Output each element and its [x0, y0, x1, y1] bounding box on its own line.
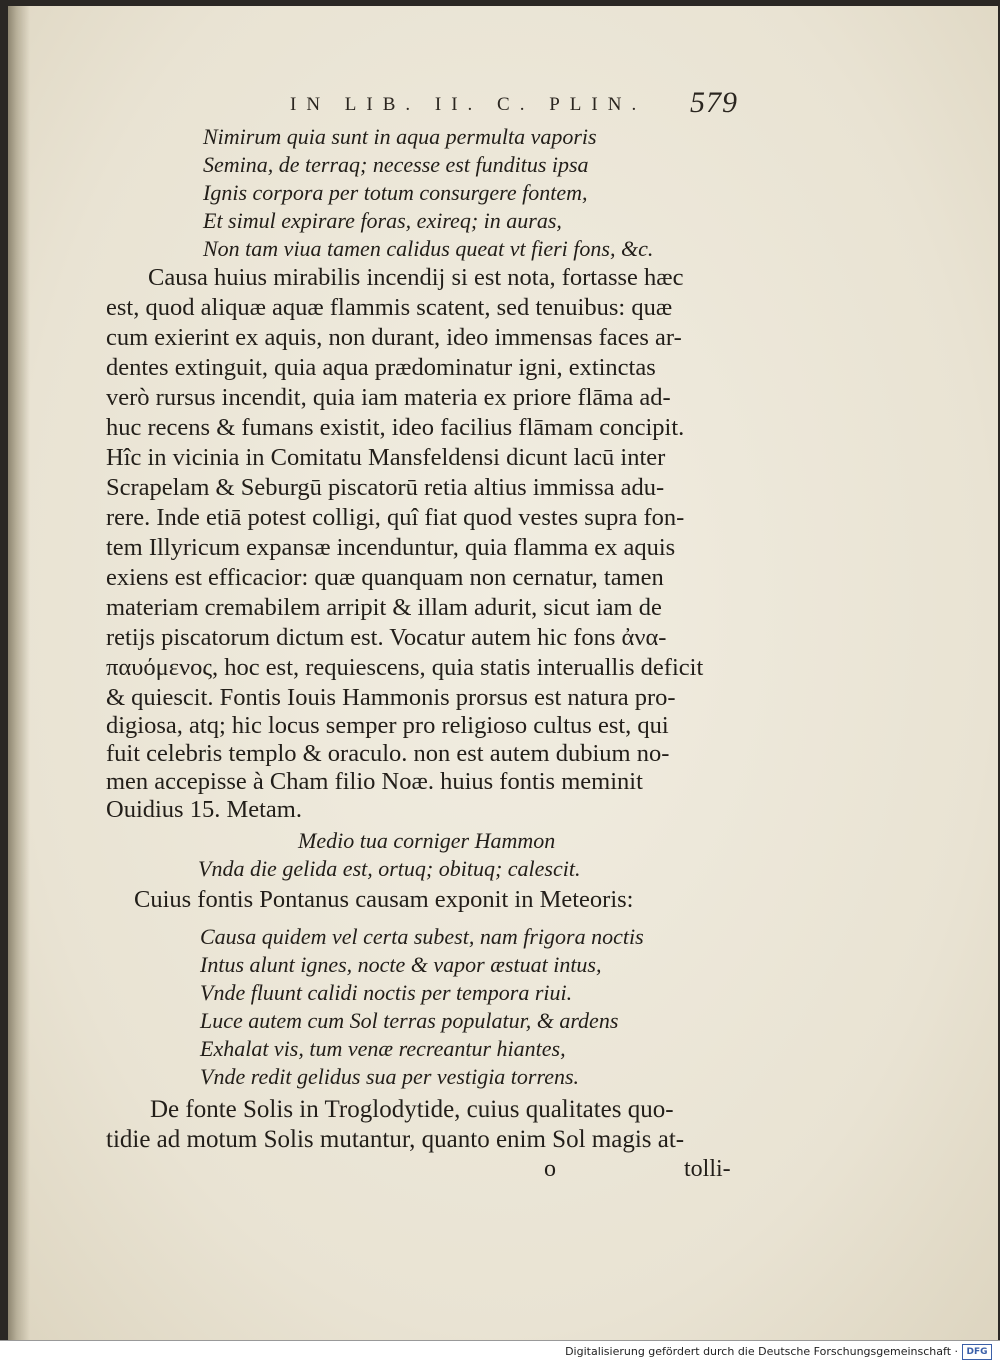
dfg-logo: DFG — [962, 1344, 992, 1360]
page-gutter-shadow — [8, 6, 30, 1340]
paragraph-line: tem Illyricum expansæ incenduntur, quia flamma ex aquis — [106, 534, 676, 561]
paragraph-line: materiam cremabilem arripit & illam adurit, sicut iam de — [106, 594, 662, 621]
verse-line: Luce autem cum Sol terras populatur, & ardens — [200, 1008, 619, 1033]
page-header — [278, 86, 758, 126]
funding-credit: Digitalisierung gefördert durch die Deutsche Forschungsgemeinschaft · — [565, 1345, 958, 1358]
catchword: tolli- — [684, 1156, 731, 1182]
paragraph-line: & quiescit. Fontis Iouis Hammonis prorsus est natura pro- — [106, 684, 676, 711]
paragraph-line: Hîc in vicinia in Comitatu Mansfeldensi dicunt lacū inter — [106, 444, 666, 471]
running-head: IN LIB. II. C. PLIN. — [290, 94, 647, 115]
paragraph-line: rere. Inde etiā potest colligi, quî fiat quod vestes supra fon- — [106, 504, 685, 531]
verse-line: Vnde fluunt calidi noctis per tempora riui. — [200, 980, 573, 1005]
paragraph-line: tidie ad motum Solis mutantur, quanto enim Sol magis at- — [106, 1126, 685, 1153]
paragraph-line: Causa huius mirabilis incendij si est nota, fortasse hæc — [148, 264, 684, 291]
verse-line: Ignis corpora per totum consurgere fontem, — [203, 180, 588, 205]
paragraph-line: retijs piscatorum dictum est. Vocatur autem hic fons ἀνα- — [106, 624, 667, 651]
signature-mark: o — [544, 1156, 556, 1182]
paragraph-line: digiosa, atq; hic locus semper pro religioso cultus est, qui — [106, 712, 669, 739]
paragraph-line: huc recens & fumans existit, ideo facilius flāmam concipit. — [106, 414, 685, 441]
verse-line: Causa quidem vel certa subest, nam frigora noctis — [200, 924, 644, 949]
verse-line: Medio tua corniger Hammon — [298, 828, 556, 853]
verse-line: Semina, de terraq; necesse est funditus ipsa — [203, 152, 589, 177]
paragraph-line: Scrapelam & Seburgū piscatorū retia altius immissa adu- — [106, 474, 665, 501]
paragraph-line: fuit celebris templo & oraculo. non est autem dubium no- — [106, 740, 670, 767]
verse-line: Vnde redit gelidus sua per vestigia torrens. — [200, 1064, 580, 1089]
paragraph-line: Cuius fontis Pontanus causam exponit in Meteoris: — [134, 886, 634, 913]
paragraph-line: est, quod aliquæ aquæ flammis scatent, sed tenuibus: quæ — [106, 294, 673, 321]
paragraph-line: exiens est efficacior: quæ quanquam non cernatur, tamen — [106, 564, 664, 591]
verse-line: Exhalat vis, tum venæ recreantur hiantes, — [200, 1036, 566, 1061]
verse-line: Nimirum quia sunt in aqua permulta vaporis — [203, 124, 597, 149]
book-page — [8, 6, 998, 1340]
paragraph-line: παυόμενος, hoc est, requiescens, quia statis interuallis deficit — [106, 654, 704, 681]
verse-line: Non tam viua tamen calidus queat vt fieri fons, &c. — [203, 236, 654, 261]
paragraph-line: dentes extinguit, quia aqua prædominatur igni, extinctas — [106, 354, 656, 381]
digitization-footer — [0, 1340, 1000, 1363]
verse-line: Vnda die gelida est, ortuq; obituq; calescit. — [198, 856, 581, 881]
verse-line: Et simul expirare foras, exireq; in auras, — [203, 208, 562, 233]
paragraph-line: men accepisse à Cham filio Noæ. huius fontis meminit — [106, 768, 643, 795]
paragraph-line: Ouidius 15. Metam. — [106, 796, 302, 823]
page-number: 579 — [690, 86, 738, 119]
paragraph-line: cum exierint ex aquis, non durant, ideo immensas faces ar- — [106, 324, 682, 351]
paragraph-line: De fonte Solis in Troglodytide, cuius qualitates quo- — [150, 1096, 674, 1123]
verse-line: Intus alunt ignes, nocte & vapor æstuat intus, — [200, 952, 602, 977]
paragraph-line: verò rursus incendit, quia iam materia ex priore flāma ad- — [106, 384, 671, 411]
